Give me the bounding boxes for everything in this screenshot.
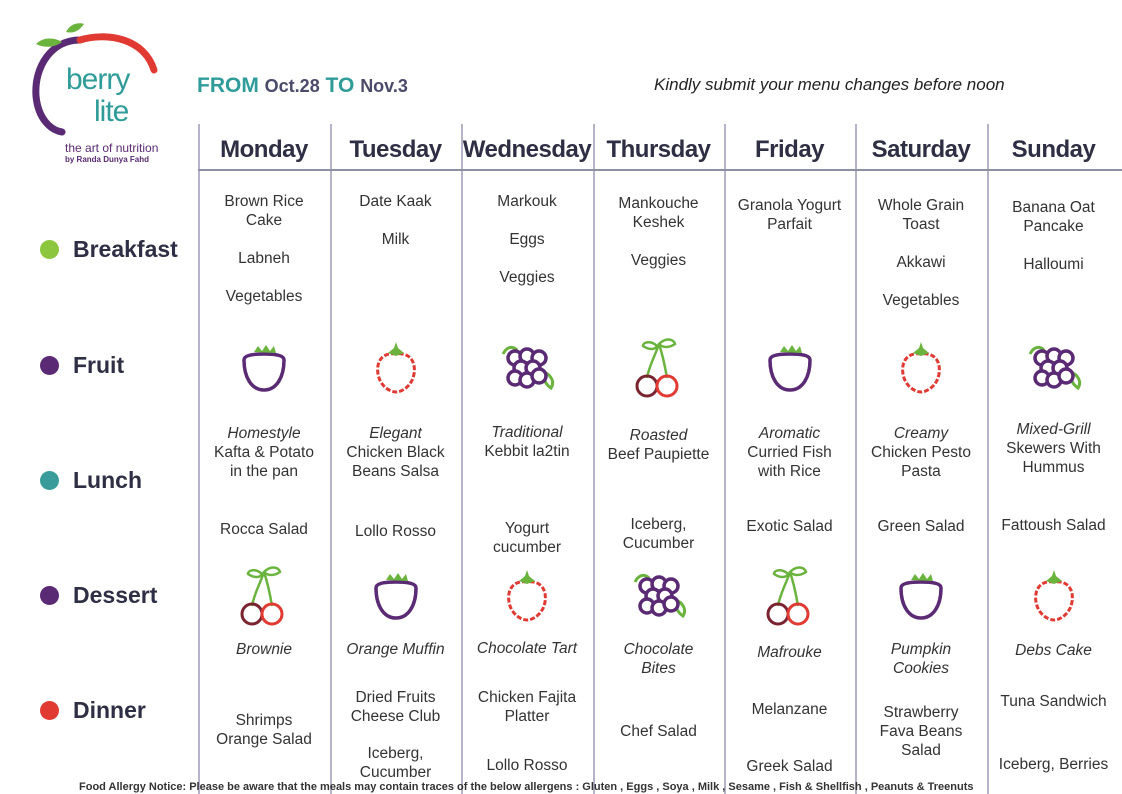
dinner-side [724, 757, 855, 776]
lunch-style: Elegant [369, 425, 422, 442]
cell-line: Brown Rice [224, 193, 304, 210]
meal-dot [40, 471, 59, 490]
dessert-line: Chocolate Tart [476, 640, 578, 657]
cell-line: Parfait [767, 216, 812, 233]
breakfast-item [724, 196, 855, 234]
strawberry-icon [889, 336, 953, 400]
from-date: Oct.28 [264, 76, 320, 96]
dinner-item [724, 700, 855, 719]
lunch-side [724, 517, 855, 536]
dessert-item [198, 640, 330, 659]
lunch-line: Hummus [1022, 459, 1085, 476]
dinner-item [593, 722, 724, 741]
dinner-side-line: Iceberg, Berries [998, 756, 1109, 773]
meal-dot [40, 240, 59, 259]
dinner-item [330, 688, 461, 726]
cell-line: Banana Oat [1012, 199, 1095, 216]
lunch-line: Beef Paupiette [607, 446, 710, 463]
lunch-line: Pasta [901, 463, 941, 480]
dessert-line: Debs Cake [1015, 642, 1092, 659]
breakfast-item [461, 192, 593, 287]
meal-label-dinner [40, 697, 146, 724]
cell-line: Granola Yogurt [737, 197, 842, 214]
lunch-item [198, 424, 330, 481]
day-header-sunday: Sunday [1011, 136, 1096, 163]
lunch-style: Roasted [629, 427, 688, 444]
lunch-line: Skewers With [1006, 440, 1101, 457]
lunch-line: Kebbit la2tin [484, 443, 570, 460]
cell-line: Veggies [630, 252, 687, 269]
cell-line: Toast [902, 216, 940, 233]
meal-label-text: Dessert [73, 582, 158, 608]
dessert-line: Cookies [893, 660, 949, 677]
logo-word-bottom: lite [94, 95, 129, 128]
day-header-wednesday: Wednesday [462, 136, 592, 163]
dessert-line: Orange Muffin [346, 641, 445, 658]
dinner-line: Platter [504, 708, 550, 725]
lunch-line: in the pan [229, 463, 299, 480]
cell-line [461, 211, 593, 230]
cell-line: Akkawi [896, 254, 946, 271]
cell-line: Cake [245, 212, 283, 229]
dessert-item [330, 640, 461, 659]
dessert-item [724, 643, 855, 662]
logo-word-top: berry [66, 63, 130, 96]
cell-line: Vegetables [225, 288, 303, 305]
lunch-line: Chicken Black [346, 444, 445, 461]
dinner-item [461, 688, 593, 726]
dessert-line: Pumpkin [890, 641, 952, 658]
dinner-line: Dried Fruits [355, 689, 436, 706]
cell-line: Keshek [632, 214, 685, 231]
dinner-item [855, 703, 987, 760]
lunch-item [855, 424, 987, 481]
lunch-item [461, 423, 593, 461]
cell-line [198, 268, 330, 287]
fruit-icon-cell [758, 336, 822, 405]
strawberry-icon [495, 564, 559, 628]
logo-byline: by Randa Dunya Fahd [65, 155, 150, 164]
lunch-side [330, 522, 461, 541]
brand-logo [22, 18, 172, 168]
breakfast-item [987, 198, 1120, 274]
meal-label-dessert [40, 582, 157, 609]
cell-line: Pancake [1023, 218, 1084, 235]
fruit-icon-cell [232, 564, 296, 633]
cell-line: Milk [381, 231, 410, 248]
fruit-icon-cell [364, 336, 428, 405]
day-header-thursday: Thursday [606, 136, 711, 163]
to-label: TO [325, 74, 355, 97]
fruit-icon-cell [495, 336, 559, 405]
lunch-item [987, 420, 1120, 477]
cell-line [330, 211, 461, 230]
dessert-item [461, 639, 593, 658]
dinner-line: Strawberry [883, 704, 959, 721]
lunch-side-line: Yogurt [504, 520, 550, 537]
lunch-side [593, 515, 724, 553]
breakfast-item [198, 192, 330, 306]
dessert-line: Chocolate [623, 641, 694, 658]
lunch-style: Mixed-Grill [1016, 421, 1091, 438]
day-header-saturday: Saturday [871, 136, 971, 163]
lunch-style: Traditional [491, 424, 563, 441]
cell-line: Labneh [238, 250, 290, 267]
dinner-line: Chicken Fajita [477, 689, 577, 706]
dessert-line: Mafrouke [757, 644, 822, 661]
meal-dot [40, 586, 59, 605]
lunch-style: Creamy [893, 425, 949, 442]
dinner-item [987, 692, 1120, 711]
fruit-icon-cell [889, 336, 953, 405]
dinner-side [987, 755, 1120, 774]
day-header-friday: Friday [754, 136, 825, 163]
purple-fruit-icon [364, 564, 428, 628]
meal-label-lunch [40, 467, 142, 494]
cell-line: Vegetables [882, 292, 960, 309]
meal-label-fruit [40, 352, 124, 379]
lunch-line: Kafta & Potato [214, 444, 314, 461]
lunch-side-line: Green Salad [877, 518, 965, 535]
cherries-icon [232, 564, 296, 628]
dinner-line: Tuna Sandwich [1000, 693, 1107, 710]
lunch-side-line: Iceberg, [630, 516, 687, 533]
cell-line: Whole Grain [877, 197, 965, 214]
to-date: Nov.3 [360, 76, 408, 96]
lunch-side [461, 519, 593, 557]
cherries-icon [627, 336, 691, 400]
dinner-side-line: Cucumber [359, 764, 432, 781]
cell-line [593, 232, 724, 251]
fruit-icon-cell [627, 336, 691, 405]
meal-label-text: Fruit [73, 352, 125, 378]
lunch-side [987, 516, 1120, 535]
cell-line: Mankouche [618, 195, 699, 212]
cell-line [855, 234, 987, 253]
strawberry-icon [1022, 564, 1086, 628]
dinner-side-line: Iceberg, [367, 745, 424, 762]
breakfast-item [330, 192, 461, 249]
date-range [197, 74, 408, 98]
meal-dot [40, 701, 59, 720]
grapes-icon [627, 564, 691, 628]
breakfast-item [855, 196, 987, 310]
fruit-icon-cell [889, 564, 953, 633]
dinner-line: Melanzane [751, 701, 828, 718]
fruit-icon-cell [495, 564, 559, 633]
dinner-line: Cheese Club [350, 708, 441, 725]
cell-line [198, 230, 330, 249]
cell-line [855, 272, 987, 291]
cell-line: Eggs [509, 231, 545, 248]
lunch-item [724, 424, 855, 481]
purple-fruit-icon [232, 336, 296, 400]
dessert-item [855, 640, 987, 678]
cell-line [461, 249, 593, 268]
lunch-side [198, 520, 330, 539]
lunch-side-line: Rocca Salad [220, 521, 308, 538]
dessert-line: Brownie [236, 641, 292, 658]
grapes-icon [495, 336, 559, 400]
cell-line [987, 236, 1120, 255]
day-header-monday: Monday [220, 136, 308, 163]
lunch-line: with Rice [758, 463, 821, 480]
cell-line: Markouk [497, 193, 557, 210]
dessert-item [593, 640, 724, 678]
dinner-side [330, 744, 461, 782]
menu-change-notice: Kindly submit your menu changes before noon [654, 75, 1005, 94]
dinner-line: Chef Salad [620, 723, 697, 740]
lunch-side-line: Lollo Rosso [355, 523, 436, 540]
cell-line: Veggies [499, 269, 555, 286]
fruit-icon-cell [758, 564, 822, 633]
fruit-icon-cell [1022, 564, 1086, 633]
dinner-line: Orange Salad [216, 731, 312, 748]
lunch-side-line: Fattoush Salad [1001, 517, 1106, 534]
meal-label-text: Breakfast [73, 236, 178, 262]
logo-tagline: the art of nutrition [65, 141, 159, 155]
dinner-side-line: Lollo Rosso [486, 757, 568, 774]
dessert-line: Bites [641, 660, 676, 677]
dinner-side [461, 756, 593, 775]
purple-fruit-icon [889, 564, 953, 628]
dinner-line: Fava Beans [879, 723, 963, 740]
lunch-line: Beans Salsa [351, 463, 440, 480]
purple-fruit-icon [758, 336, 822, 400]
fruit-icon-cell [364, 564, 428, 633]
lunch-line: Chicken Pesto [871, 444, 971, 461]
dinner-item [198, 711, 330, 749]
dessert-item [987, 641, 1120, 660]
cherries-icon [758, 564, 822, 628]
lunch-side-line: Cucumber [622, 535, 695, 552]
meal-label-text: Lunch [73, 467, 142, 493]
lunch-side [855, 517, 987, 536]
lunch-side-line: Exotic Salad [746, 518, 833, 535]
dinner-side-line: Greek Salad [746, 758, 833, 775]
lunch-line: Curried Fish [747, 444, 832, 461]
lunch-item [593, 426, 724, 464]
dinner-line: Salad [901, 742, 941, 759]
fruit-icon-cell [232, 336, 296, 405]
day-header-tuesday: Tuesday [349, 136, 442, 163]
from-label: FROM [197, 74, 259, 97]
meal-label-text: Dinner [73, 697, 146, 723]
cell-line: Date Kaak [359, 193, 432, 210]
cell-line: Halloumi [1023, 256, 1084, 273]
breakfast-item [593, 194, 724, 270]
grapes-icon [1022, 336, 1086, 400]
dinner-line: Shrimps [235, 712, 293, 729]
lunch-side-line: cucumber [492, 539, 562, 556]
lunch-style: Aromatic [758, 425, 821, 442]
meal-label-breakfast [40, 236, 178, 263]
header-divider [198, 169, 1122, 171]
strawberry-icon [364, 336, 428, 400]
fruit-icon-cell [1022, 336, 1086, 405]
meal-dot [40, 356, 59, 375]
lunch-item [330, 424, 461, 481]
allergy-notice: Food Allergy Notice: Please be aware that the meals may contain traces of the below allergens : Gluten , Eggs , Soya , Milk , Sesame , Fish & Shellfish , Peanuts & Treenuts [79, 781, 974, 793]
lunch-style: Homestyle [227, 425, 301, 442]
fruit-icon-cell [627, 564, 691, 633]
